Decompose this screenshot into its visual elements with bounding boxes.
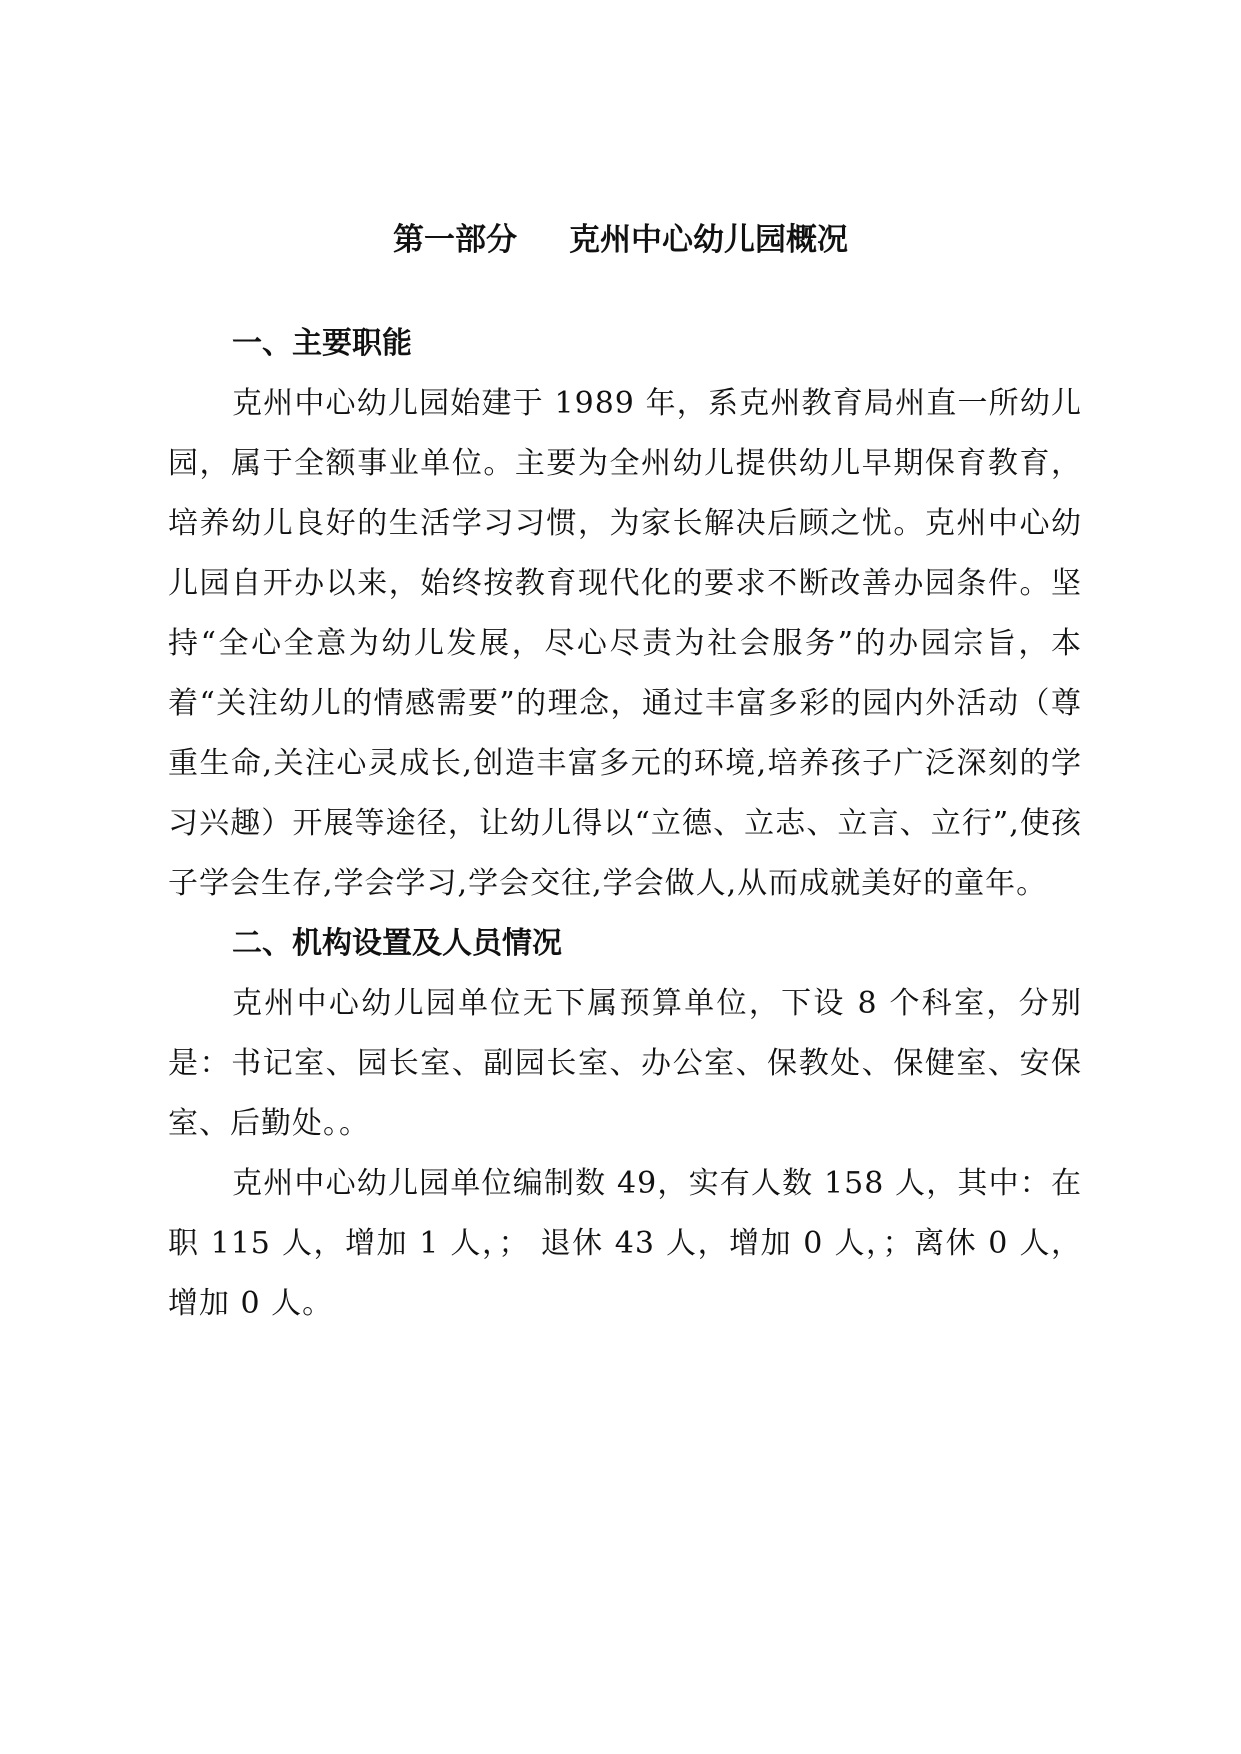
paragraph-staffing: 克州中心幼儿园单位编制数 49，实有人数 158 人，其中：在职 115 人，增加 1 人，； 退休 43 人，增加 0 人，；离休 0 人，增加 0 人。: [168, 1166, 1082, 1321]
title-part: 第一部分: [393, 222, 517, 258]
paragraph-functions: 克州中心幼儿园始建于 1989 年，系克州教育局州直一所幼儿园，属于全额事业单位。主要为全州幼儿提供幼儿早期保育教育，培养幼儿良好的生活学习习惯，为家长解决后顾之忧。克州中心幼儿园自开办以来，始终按教育现代化的要求不断改善办园条件。坚持“全心全意为幼儿发展，尽心尽责为社会服务”的办园宗旨，本着“关注幼儿的情感需要”的理念，通过丰富多彩的园内外活动（尊重生命,关注心灵成长,创造丰富多元的环境,培养孩子广泛深刻的学习兴趣）开展等途径，让幼儿得以“立德、立志、立言、立行”,使孩子学会生存,学会学习,学会交往,学会做人,从而成就美好的童年。: [168, 386, 1082, 901]
title-name: 克州中心幼儿园概况: [569, 222, 848, 258]
page-title: [0, 218, 1241, 262]
section-heading-functions: 一、主要职能: [232, 326, 412, 361]
paragraph-departments: 克州中心幼儿园单位无下属预算单位，下设 8 个科室，分别是：书记室、园长室、副园长室、办公室、保教处、保健室、安保室、后勤处。。: [168, 986, 1082, 1141]
document-body: [168, 314, 1082, 1334]
section-heading-organization: 二、机构设置及人员情况: [232, 926, 562, 961]
